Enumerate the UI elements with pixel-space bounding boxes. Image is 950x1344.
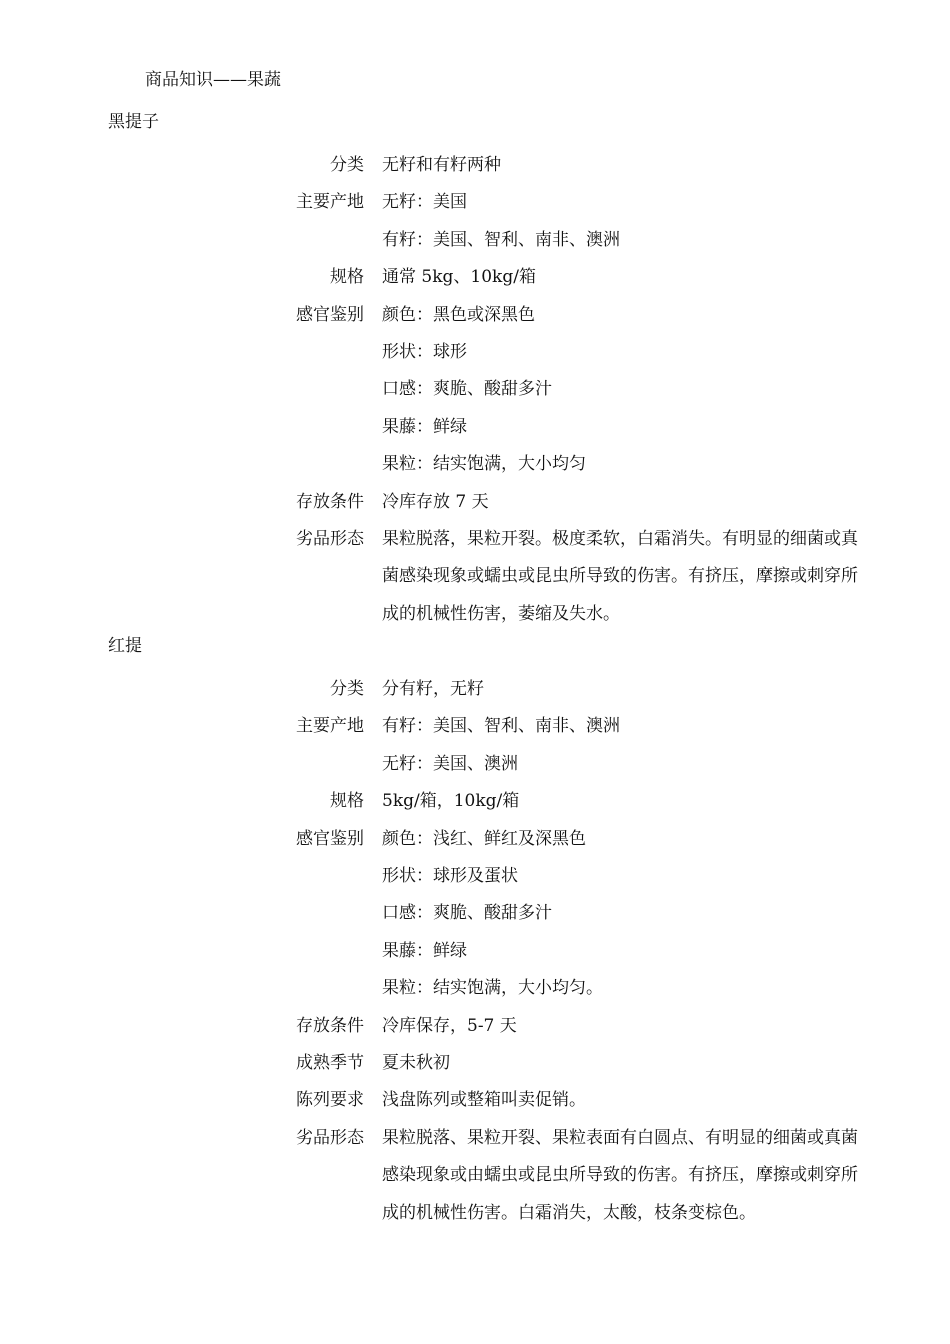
- field-value-paragraph: 果粒脱落、果粒开裂、果粒表面有白圆点、有明显的细菌或真菌感染现象或由蠕虫或昆虫所导致的伤害。有挤压，摩擦或刺穿所成的机械性伤害。白霜消失，太酸，枝条变棕色。: [382, 1127, 858, 1223]
- field-row: [0, 184, 950, 259]
- field-value-line: 无籽：美国: [382, 192, 467, 213]
- field-value-line: 无籽和有籽两种: [382, 155, 501, 175]
- field-value: [382, 671, 858, 708]
- field-value: [382, 184, 858, 259]
- field-label: 存放条件: [296, 1015, 364, 1036]
- field-label: 感官鉴别: [296, 828, 364, 849]
- field-value-paragraph: 果粒脱落，果粒开裂。极度柔软，白霜消失。有明显的细菌或真菌感染现象或蠕虫或昆虫所导致的伤害。有挤压，摩擦或刺穿所成的机械性伤害，萎缩及失水。: [382, 528, 858, 624]
- field-label: 劣品形态: [296, 1127, 364, 1148]
- field-value-line: 冷库存放 7 天: [382, 491, 489, 512]
- field-value-line: 通常 5kg、10kg/箱: [382, 267, 536, 288]
- field-row: [0, 1045, 950, 1082]
- field-value: [382, 147, 858, 184]
- field-value: [382, 783, 858, 820]
- field-label: 成熟季节: [296, 1052, 364, 1073]
- field-value-line: 口感：爽脆、酸甜多汁: [382, 379, 552, 400]
- doc-title: 商品知识——果蔬: [145, 70, 281, 90]
- field-row: [0, 783, 950, 820]
- field-value-line: 颜色：黑色或深黑色: [382, 304, 535, 325]
- field-value-line: 果藤：鲜绿: [382, 416, 467, 437]
- field-value-line: 果藤：鲜绿: [382, 940, 467, 961]
- field-value-line: 分有籽，无籽: [382, 679, 484, 699]
- field-label: 劣品形态: [296, 528, 364, 549]
- field-row: [0, 708, 950, 783]
- section-rows: [0, 671, 950, 1232]
- field-value: [382, 1082, 858, 1119]
- field-row: [0, 1008, 950, 1045]
- section-title: 红提: [108, 636, 142, 656]
- field-value-line: 颜色：浅红、鲜红及深黑色: [382, 828, 586, 849]
- field-label: 主要产地: [296, 716, 364, 737]
- field-label: 主要产地: [296, 192, 364, 213]
- field-label: 分类: [330, 679, 364, 699]
- field-value-line: 夏未秋初: [382, 1052, 450, 1073]
- field-value-line: 果粒：结实饱满，大小均匀: [382, 454, 586, 475]
- field-row: [0, 671, 950, 708]
- field-row: [0, 147, 950, 184]
- field-value: [382, 1008, 858, 1045]
- field-value-line: 有籽：美国、智利、南非、澳洲: [382, 716, 620, 737]
- field-value-line: 有籽：美国、智利、南非、澳洲: [382, 229, 620, 250]
- field-label: 规格: [330, 267, 364, 288]
- field-row: [0, 821, 950, 1008]
- field-value-line: 5kg/箱，10kg/箱: [382, 791, 520, 812]
- field-value-line: 无籽：美国、澳洲: [382, 753, 518, 774]
- field-label: 陈列要求: [296, 1090, 364, 1111]
- field-value: [382, 484, 858, 521]
- field-label: 存放条件: [296, 491, 364, 512]
- field-row: [0, 521, 950, 633]
- field-value: [382, 259, 858, 296]
- field-value-line: 形状：球形: [382, 341, 467, 362]
- field-value-line: 口感：爽脆、酸甜多汁: [382, 903, 552, 924]
- field-value-line: 形状：球形及蛋状: [382, 865, 518, 886]
- field-value: [382, 1120, 858, 1232]
- field-value: [382, 297, 858, 484]
- field-row: [0, 297, 950, 484]
- field-label: 规格: [330, 791, 364, 812]
- field-row: [0, 1082, 950, 1119]
- field-label: 感官鉴别: [296, 304, 364, 325]
- field-row: [0, 484, 950, 521]
- section-title: 黑提子: [108, 112, 159, 132]
- field-value-line: 浅盘陈列或整箱叫卖促销。: [382, 1090, 586, 1111]
- field-value: [382, 708, 858, 783]
- field-label: 分类: [330, 155, 364, 175]
- field-value-line: 冷库保存，5-7 天: [382, 1015, 517, 1036]
- field-row: [0, 259, 950, 296]
- field-row: [0, 1120, 950, 1232]
- field-value: [382, 821, 858, 1008]
- field-value-line: 果粒：结实饱满，大小均匀。: [382, 978, 603, 999]
- field-value: [382, 521, 858, 633]
- field-value: [382, 1045, 858, 1082]
- section-rows: [0, 147, 950, 633]
